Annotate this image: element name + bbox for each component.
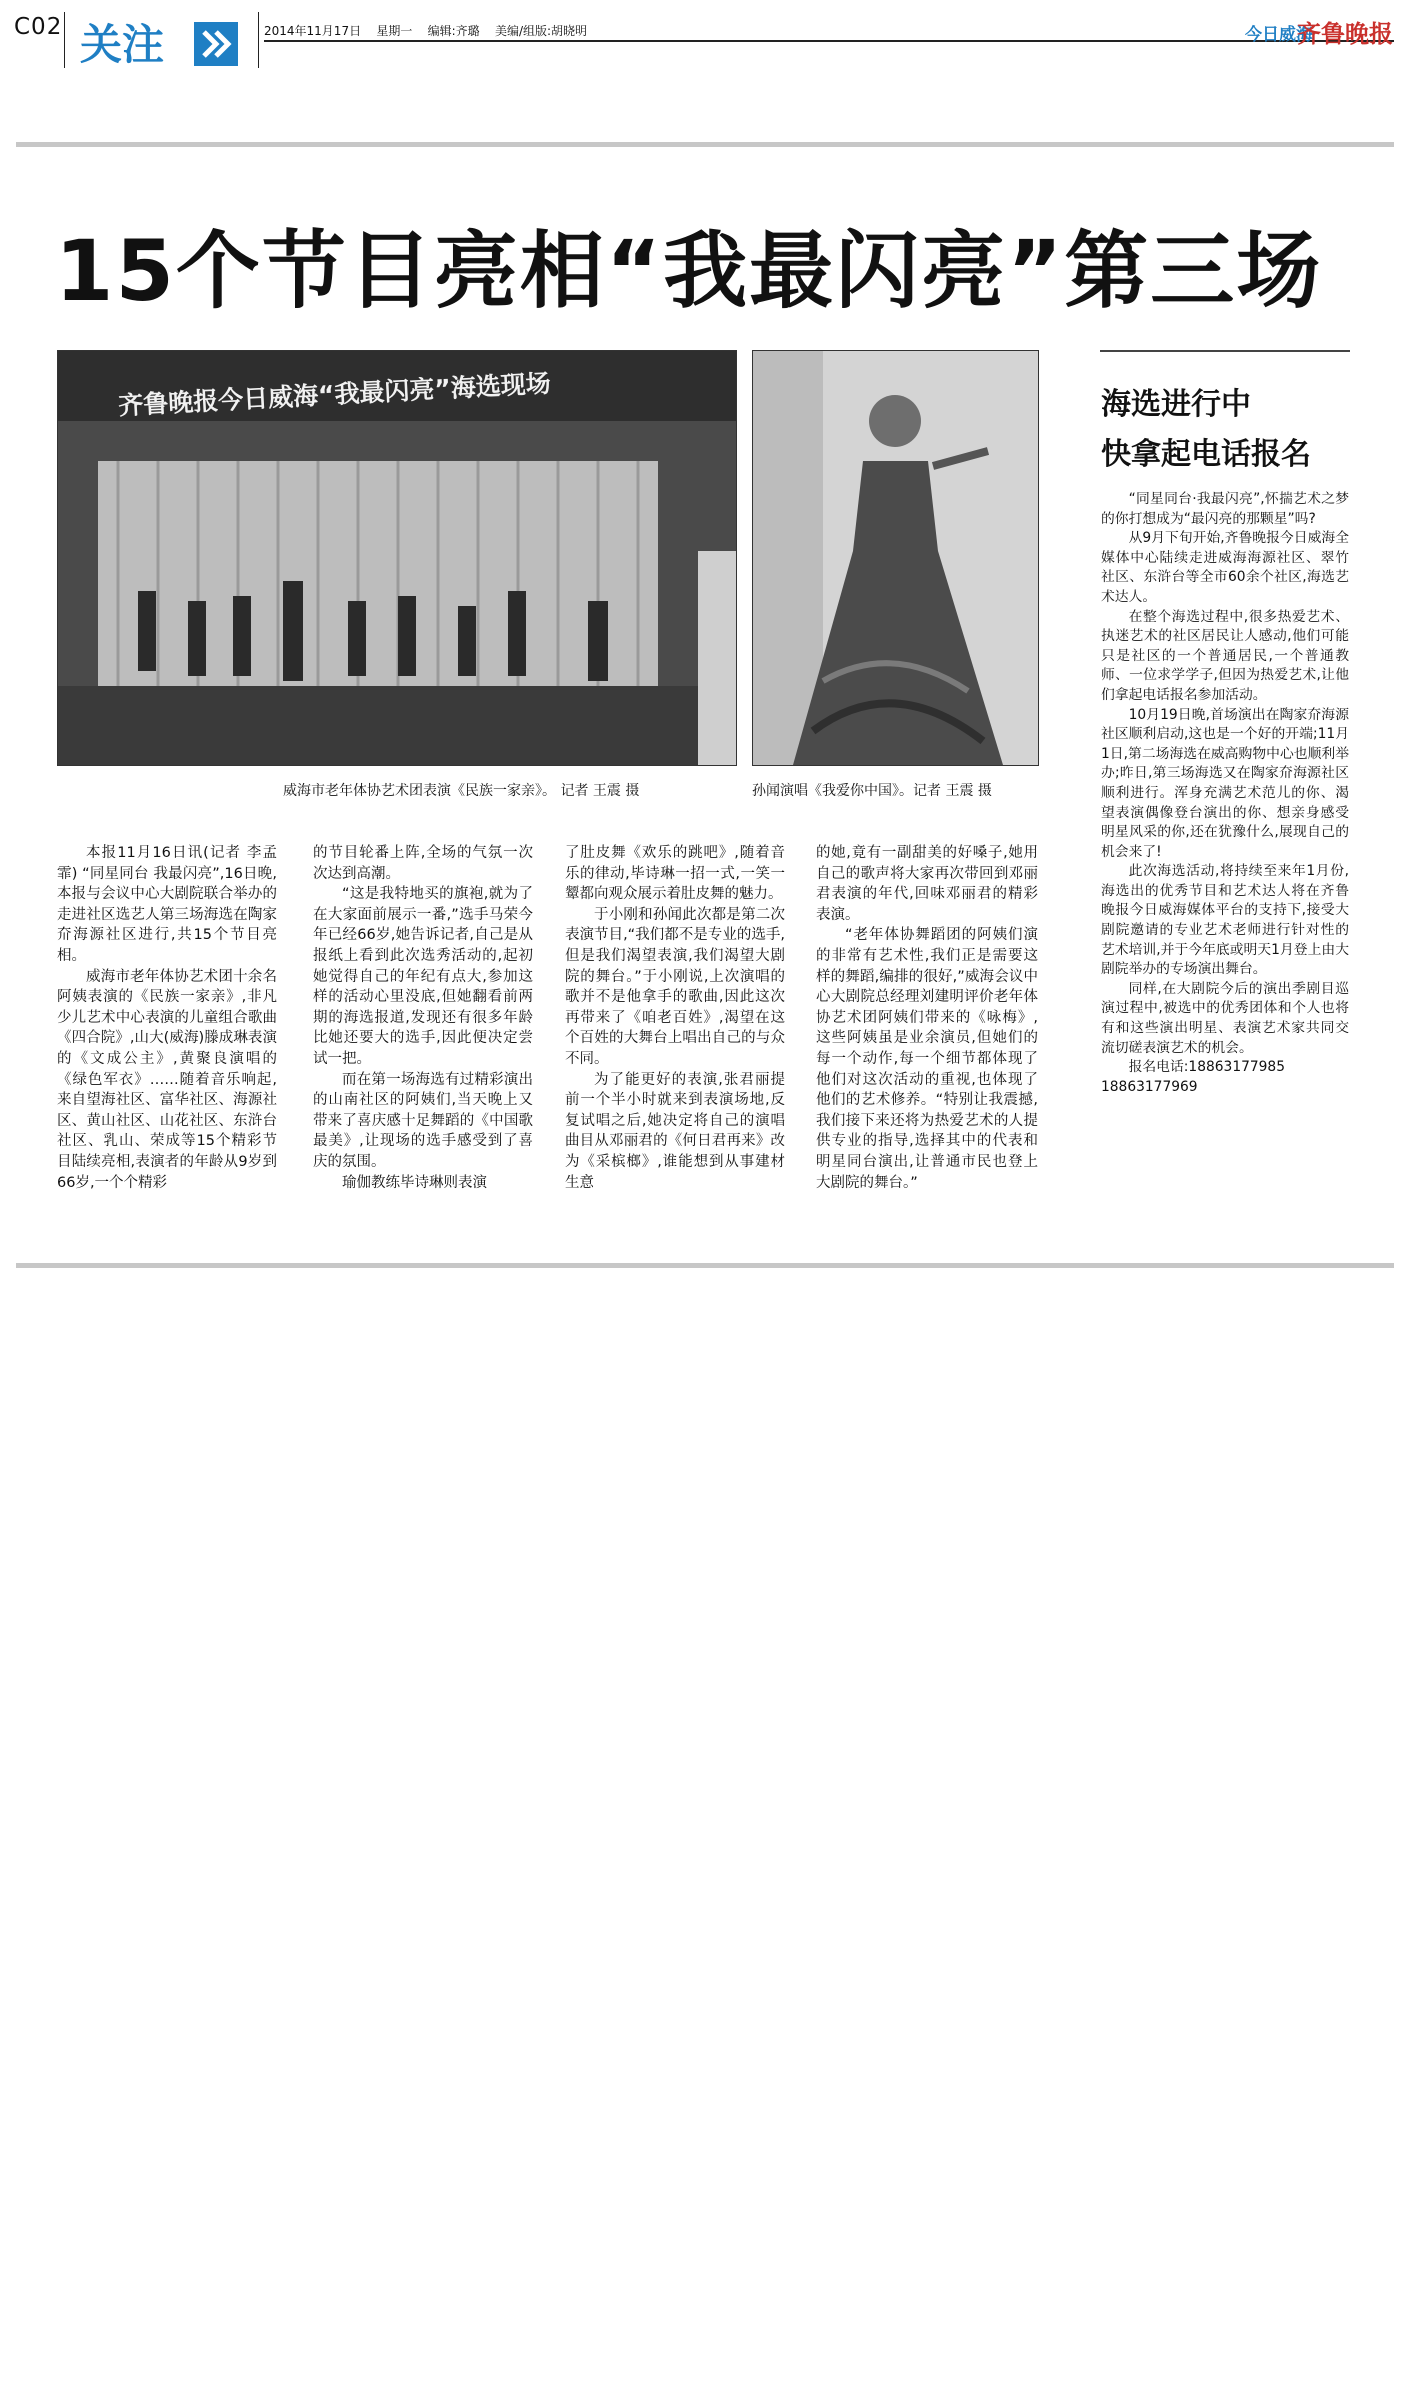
article-paragraph: 本报11月16日讯(记者 李孟霏) “同星同台 我最闪亮”,16日晚,本报与会议中心大剧院联合举办的走进社区选艺人第三场海选在陶家夼海源社区进行,共15个节目亮相。 xyxy=(57,845,277,964)
article-paragraph: “老年体协舞蹈团的阿姨们演的非常有艺术性,我们正是需要这样的舞蹈,编排的很好,”威海会议中心大剧院总经理刘建明评价老年体协艺术团阿姨们带来的《咏梅》,这些阿姨虽是业余演员,但她们的每一个动作,每一个细节都体现了他们对这次活动的重视,也体现了他们的艺术修养。“特别让我震撼,我们接下来还将为热爱艺术的人提供专业的指导,选择其中的代表和明星同台演出,让普通市民也登上大剧院的舞台。” xyxy=(816,927,1038,1191)
top-gray-rule xyxy=(16,142,1394,147)
sidebar-paragraph: 同样,在大剧院今后的演出季剧目巡演过程中,被选中的优秀团体和个人也将有和这些演出明星、表演艺术家共同交流切磋表演艺术的机会。 xyxy=(1101,980,1349,1056)
sidebar-rule xyxy=(1100,350,1350,352)
sidebar-paragraph: 10月19日晚,首场演出在陶家夼海源社区顺利启动,这也是一个好的开端;11月1日,第二场海选在威高购物中心也顺利举办;昨日,第三场海选又在陶家夼海源社区顺利进行。浑身充满艺术范儿的你、渴望表演偶像登台演出的你、想亲身感受明星风采的你,还在犹豫什么,展现自己的机会来了! xyxy=(1101,706,1349,860)
double-chevron-icon xyxy=(194,22,238,66)
header-divider xyxy=(258,12,259,68)
section-title: 关注 xyxy=(80,20,165,69)
photo2-caption: 孙闻演唱《我爱你中国》。记者 王震 摄 xyxy=(752,783,992,799)
article-paragraph: 威海市老年体协艺术团十余名阿姨表演的《民族一家亲》,非凡少儿艺术中心表演的儿童组合歌曲《四合院》,山大(威海)滕成琳表演的《文成公主》,黄聚良演唱的《绿色军衣》……随着音乐响起,来自望海社区、富华社区、海源社区、黄山社区、山花社区、东浒台社区、乳山、荣成等15个精彩节目陆续亮相,表演者的年龄从9岁到66岁,一个个精彩 xyxy=(57,968,277,1191)
sidebar-body xyxy=(1101,490,1349,1097)
article-paragraph: “这是我特地买的旗袍,就为了在大家面前展示一番,”选手马荣今年已经66岁,她告诉记者,自己是从报纸上看到此次选秀活动的,起初她觉得自己的年纪有点大,参加这样的活动心里没底,但她翻看前两期的海选报道,发现还有很多年龄比她还要大的选手,因此便决定尝试一把。 xyxy=(313,886,533,1067)
article-column-3 xyxy=(565,843,785,1193)
sidebar-paragraph: 从9月下旬开始,齐鲁晚报今日威海全媒体中心陆续走进威海海源社区、翠竹社区、东浒台等全市60余个社区,海选艺术达人。 xyxy=(1101,530,1349,605)
article-paragraph: 而在第一场海选有过精彩演出的山南社区的阿姨们,当天晚上又带来了喜庆感十足舞蹈的《中国歌最美》,让现场的选手感受到了喜庆的氛围。 xyxy=(313,1071,533,1170)
photo1-caption: 威海市老年体协艺术团表演《民族一家亲》。 记者 王震 摄 xyxy=(283,783,640,799)
header-rule xyxy=(264,40,1394,42)
newspaper-logo: 齐鲁晚报 xyxy=(1297,19,1393,48)
sidebar-title xyxy=(1101,380,1311,480)
issue-date: 2014年11月17日 xyxy=(264,24,362,38)
singer-photo xyxy=(752,350,1039,766)
header-divider xyxy=(64,12,65,68)
sidebar-phone: 报名电话:18863177985 xyxy=(1128,1059,1285,1076)
sidebar-title-line: 快拿起电话报名 xyxy=(1101,437,1311,472)
sidebar-paragraph: “同星同台·我最闪亮”,怀揣艺术之梦的你打想成为“最闪亮的那颗星”吗? xyxy=(1101,491,1349,527)
article-paragraph: 瑜伽教练毕诗琳则表演 xyxy=(342,1174,487,1191)
article-paragraph: 的节目轮番上阵,全场的气氛一次次达到高潮。 xyxy=(313,845,533,882)
bottom-gray-rule xyxy=(16,1263,1394,1268)
headline: 15个节目亮相“我最闪亮”第三场 xyxy=(55,222,1323,320)
article-paragraph: 于小刚和孙闻此次都是第二次表演节目,“我们都不是专业的选手,但是我们渴望表演,我们渴望大剧院的舞台。”于小刚说,上次演唱的歌并不是他拿手的歌曲,因此这次再带来了《咱老百姓》,渴望在这个百姓的大舞台上唱出自己的与众不同。 xyxy=(565,906,785,1067)
issue-weekday: 星期一 xyxy=(376,24,413,38)
article-column-1 xyxy=(57,843,277,1193)
article-paragraph: 的她,竟有一副甜美的好嗓子,她用自己的歌声将大家再次带回到邓丽君表演的年代,回味邓丽君的精彩表演。 xyxy=(816,845,1038,923)
article-column-4 xyxy=(816,843,1038,1193)
article-column-2 xyxy=(313,843,533,1193)
sidebar-paragraph: 此次海选活动,将持续至来年1月份,海选出的优秀节目和艺术达人将在齐鲁晚报今日威海媒体平台的支持下,接受大剧院邀请的专业艺术老师进行针对性的艺术培训,并于今年底或明天1月登上由大剧院举办的专场演出舞台。 xyxy=(1101,863,1349,978)
sidebar-paragraph: 在整个海选过程中,很多热爱艺术、执迷艺术的社区居民让人感动,他们可能只是社区的一个普通居民,一个普通教师、一位求学学子,但因为热爱艺术,让他们拿起电话报名参加活动。 xyxy=(1101,608,1349,703)
header-meta xyxy=(264,22,587,39)
article-paragraph: 了肚皮舞《欢乐的跳吧》,随着音乐的律动,毕诗琳一招一式,一笑一颦都向观众展示着肚皮舞的魅力。 xyxy=(565,845,785,903)
designer-credit: 美编/组版:胡晓明 xyxy=(494,24,588,38)
edition-name: 今日威海 xyxy=(1245,25,1313,45)
sidebar-phone-2: 18863177969 xyxy=(1101,1078,1198,1095)
article-paragraph: 为了能更好的表演,张君丽提前一个半小时就来到表演场地,反复试唱之后,她决定将自己的演唱曲目从邓丽君的《何日君再来》改为《采槟榔》,谁能想到从事建材生意 xyxy=(565,1071,785,1191)
photo-banner: 齐鲁晚报今日威海“我最闪亮”海选现场 xyxy=(117,368,552,421)
editor-credit: 编辑:齐璐 xyxy=(427,24,480,38)
stage-photo xyxy=(57,350,737,766)
sidebar-title-line: 海选进行中 xyxy=(1101,387,1251,422)
page-number: C02 xyxy=(14,14,63,40)
